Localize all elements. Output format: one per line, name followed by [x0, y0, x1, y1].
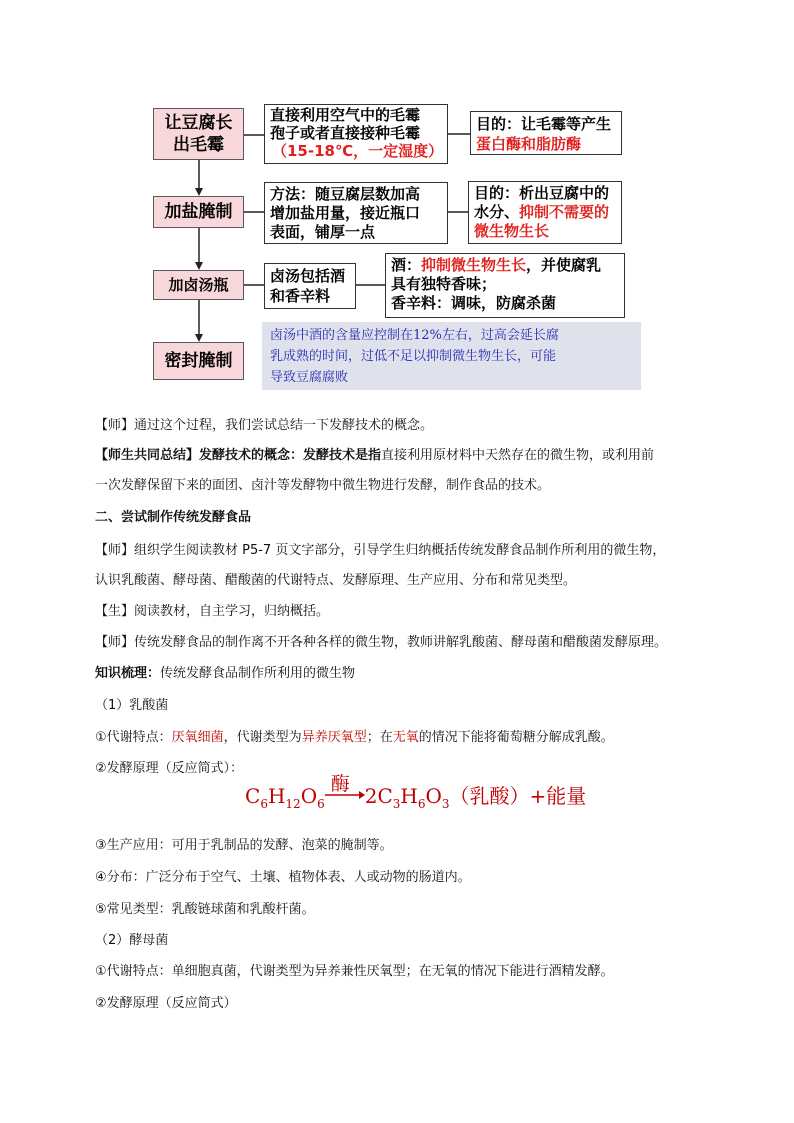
step1-condition: （15-18℃，一定湿度） [272, 142, 444, 160]
step2-purpose-line3: 微生物生长 [474, 222, 550, 240]
step2-method-box [264, 182, 448, 244]
eq-sub: 3 [441, 797, 450, 811]
paragraph-teacher-3: 【师】传统发酵食品的制作离不开各种各样的微生物，教师讲解乳酸菌、酵母菌和醋酸菌发酵原理。 [95, 635, 668, 650]
step3-alcohol-line [391, 256, 619, 275]
eq-h: H [400, 784, 418, 808]
note-line: 导致豆腐腐败 [270, 370, 349, 385]
knowledge-rest: 传统发酵食品制作所利用的微生物 [160, 666, 356, 681]
alcohol-suffix: ，并使腐乳 [526, 256, 602, 274]
step1-method-line: 直接利用空气中的毛霉 [270, 106, 421, 124]
paragraph-teacher-2-line1: 【师】组织学生阅读教材 P5-7 页文字部分，引导学生归纳概括传统发酵食品制作所利用的微生物， [95, 543, 666, 558]
step3-method-box [264, 263, 356, 309]
step-brine: 加卤汤瓶 [153, 270, 244, 300]
step1-purpose-enzymes: 蛋白酶和脂肪酶 [476, 135, 582, 153]
eq-h: H [267, 784, 286, 808]
text-red: 厌氧细菌 [171, 730, 224, 745]
eq-o: O [300, 784, 318, 808]
summary-bold: 【师生共同总结】发酵技术的概念：发酵技术是指 [95, 448, 382, 463]
eq-sub: 6 [417, 797, 426, 811]
step-seal: 密封腌制 [153, 342, 244, 380]
note-line: 乳成熟的时间，过低不足以抑制微生物生长，可能 [270, 349, 557, 364]
step2-method-line: 方法：随豆腐层数加高 [270, 185, 421, 203]
paragraph-student: 【生】阅读教材，自主学习，归纳概括。 [95, 604, 330, 619]
section-heading: 二、尝试制作传统发酵食品 [95, 510, 252, 525]
step2-purpose-prefix: 水分、 [474, 203, 520, 221]
text-part: ，代谢类型为 [223, 730, 302, 745]
step3-purpose-box [385, 253, 625, 318]
text-red: 无氧 [392, 730, 419, 745]
step2-purpose-line1: 目的：析出豆腐中的 [474, 184, 610, 202]
eq-sub: 6 [317, 797, 325, 811]
eq-sub: 6 [260, 797, 268, 811]
lactobacillus-metabolism [95, 728, 715, 748]
eq-o: O [425, 784, 442, 808]
text-part: 的情况下能将葡萄糖分解成乳酸。 [418, 730, 614, 745]
eq-sub: 3 [392, 797, 401, 811]
alcohol-red: 抑制微生物生长 [421, 256, 527, 274]
text-part: ①代谢特点： [95, 730, 172, 745]
eq-enzyme: 酶 [330, 773, 350, 795]
eq-sub: 12 [285, 797, 301, 811]
note-line: 卤汤中酒的含量应控制在12%左右，过高会延长腐 [270, 328, 559, 343]
step1-purpose-box [470, 111, 622, 155]
eq-c: C [245, 784, 261, 808]
step3-alcohol-line2: 具有独特香味； [391, 275, 497, 293]
step3-spice-line: 香辛料：调味，防腐杀菌 [391, 294, 557, 312]
lactobacillus-principle: ②发酵原理（反应简式）： [95, 761, 244, 776]
step-salt: 加盐腌制 [153, 196, 244, 228]
step2-purpose-line2 [474, 203, 616, 222]
step3-method-line: 卤汤包括酒 [270, 267, 346, 285]
paragraph-summary-line2: 一次发酵保留下来的面团、卤汁等发酵物中微生物进行发酵，制作食品的技术。 [95, 478, 551, 493]
eq-arrow [325, 773, 365, 803]
eq-tail: （乳酸）+能量 [449, 784, 587, 808]
alcohol-prefix: 酒： [391, 256, 422, 274]
lactobacillus-title: （1）乳酸菌 [95, 698, 169, 713]
summary-rest: 直接利用原材料中天然存在的微生物，或利用前 [381, 448, 655, 463]
paragraph-summary [95, 446, 715, 466]
lactic-fermentation-equation [245, 773, 587, 811]
knowledge-bold: 知识梳理： [95, 666, 161, 681]
lactobacillus-types: ⑤常见类型：乳酸链球菌和乳酸杆菌。 [95, 902, 315, 917]
step3-method-line: 和香辛料 [270, 287, 331, 305]
paragraph-teacher-1: 【师】通过这个过程，我们尝试总结一下发酵技术的概念。 [95, 418, 434, 433]
step2-purpose-box [468, 181, 622, 244]
paragraph-teacher-2-line2: 认识乳酸菌、酵母菌、醋酸菌的代谢特点、发酵原理、生产应用、分布和常见类型。 [95, 573, 577, 588]
lactobacillus-application: ③生产应用：可用于乳制品的发酵、泡菜的腌制等。 [95, 838, 393, 853]
arrow-icon [325, 783, 365, 803]
yeast-metabolism: ①代谢特点：单细胞真菌，代谢类型为异养兼性厌氧型；在无氧的情况下能进行酒精发酵。 [95, 964, 614, 979]
step2-purpose-red: 抑制不需要的 [519, 203, 610, 221]
text-part: ；在 [366, 730, 393, 745]
eq-2c: 2C [364, 784, 393, 808]
yeast-title: （2）酵母菌 [95, 933, 169, 948]
yeast-principle: ②发酵原理（反应简式） [95, 996, 237, 1011]
step2-method-line: 表面，铺厚一点 [270, 223, 376, 241]
lactobacillus-distribution: ④分布：广泛分布于空气、土壤、植物体表、人或动物的肠道内。 [95, 870, 471, 885]
text-red: 异养厌氧型 [301, 730, 367, 745]
alcohol-note [262, 322, 641, 390]
step1-method-box [264, 104, 448, 164]
step2-method-line: 增加盐用量，接近瓶口 [270, 204, 421, 222]
knowledge-heading [95, 664, 715, 684]
step1-purpose: 目的：让毛霉等产生 [476, 115, 612, 133]
step-grow-mold: 让豆腐长 出毛霉 [153, 108, 244, 160]
step1-method-line: 孢子或者直接接种毛霉 [270, 124, 421, 142]
